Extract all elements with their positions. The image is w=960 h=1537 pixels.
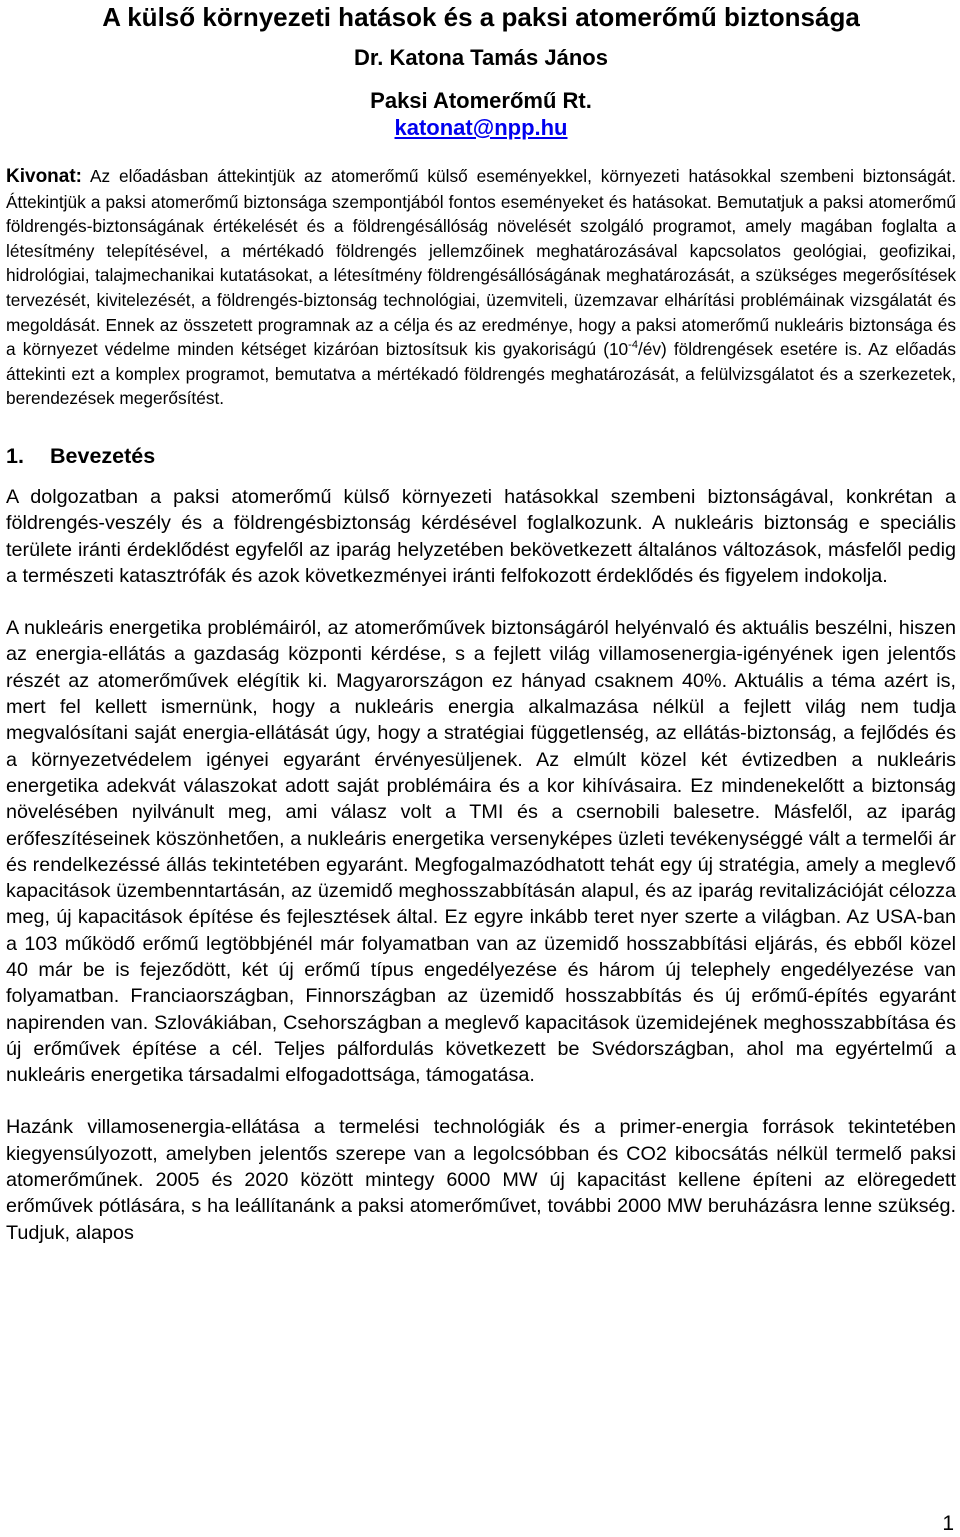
author-name: Dr. Katona Tamás János — [354, 45, 608, 70]
body-paragraph-3: Hazánk villamosenergia-ellátása a termelési technológiák és a primer-energia források tekintetében kiegyensúlyozott, amelyben jelentős szerepe van a legolcsóbban és CO2 kibocsátás nélkül termelő paksi atomerőműnek. 2005 és 2020 között mintegy 6000 MW új kapacitást kellene építeni az elöregedett erőművek pótlására, s ha leállítanánk a paksi atomerőművet, további 2000 MW beruházásra lenne szükség. Tudjuk, alapos — [6, 1116, 956, 1244]
email-link[interactable]: katonat@npp.hu — [394, 115, 568, 140]
abstract-label: Kivonat: — [6, 166, 82, 187]
section-title: Bevezetés — [50, 443, 156, 468]
body-paragraph-2: A nukleáris energetika problémáiról, az atomerőművek biztonságáról helyénvaló és aktuális beszélni, hiszen az energia-ellátás a gazdaság központi kérdése, s a fejlett világ villamosenergia-igényének igen jelentős részét az atomerőművek elégítik ki. Magyarországon ez hányad csaknem 40%. Aktuális a téma azért is, mert fel kellett ismernünk, hogy a nukleáris energia alkalmazása nélkül a fejlett világ nem tudja megvalósítani saját energia-ellátását úgy, hogy a stratégiai függetlenség, az ellátás-biztonság, a fejlődés és a környezetvédelem igényei egyaránt érvényesüljenek. Az elmúlt közel két évtizedben a nukleáris energetika adekvát válaszokat adott saját problémáira és a kor kihívásaira. Ez mindenekelőtt a biztonság növelésében nyilvánult meg, ami válasz volt a TMI és a csernobili balesetre. Másfelől, az iparág erőfeszítéseinek köszönhetően, a nukleáris energetika versenyképes üzleti tevékenységgé vált a termelői ár és rendelkezéssé állás tekintetében egyaránt. Megfogalmazódhatott tehát egy új stratégia, amely a meglevő kapacitások üzembenntartásán, az üzemidő meghosszabbításán alapul, és az iparág revitalizációját célozza meg, új kapacitások építése és fejlesztések által. Ez egyre inkább teret nyer szerte a világban. Az USA-ban a 103 működő erőmű legtöbbjénél már folyamatban van az üzemidő hosszabbítási eljárás, és ebből közel 40 már be is fejeződött, két új erőmű típus engedélyezése és három új telephely engedélyezése van folyamatban. Franciaországban, Finnországban az üzemidő hosszabbítás és új erőmű-építés egyaránt napirenden van. Szlovákiában, Csehországban a meglevő kapacitások üzemidejének meghosszabbítása és új erőművek építése a cél. Teljes pálfordulás következett be Svédországban, ahol ma egyértelmű a nukleáris energetika társadalmi elfogadottsága, támogatása. — [6, 617, 956, 1087]
abstract-paragraph — [6, 164, 956, 411]
section-heading — [6, 442, 956, 470]
abstract-text-2: /év) földrengések esetére is. Az előadás áttekinti ezt a komplex programot, bemutatva a mértékadó földrengés meghatározását, a felülvizsgálatot és a szerkezetek, berendezések megerősítést. — [6, 339, 956, 409]
section-number: 1. — [6, 443, 24, 468]
body-paragraph-1: A dolgozatban a paksi atomerőmű külső környezeti hatásokkal szembeni biztonságával, konkrétan a földrengés-veszély és a földrengésbiztonság kérdésével foglalkozunk. A nukleáris biztonság e speciális területe iránti érdeklődést egyfelől az iparág helyzetében bekövetkezett általános változások, másfelől pedig a természeti katasztrófák és azok következményei iránti felfokozott érdeklődés és figyelem indokolja. — [6, 485, 956, 587]
abstract-text-1: Az előadásban áttekintjük az atomerőmű külső eseményekkel, környezeti hatásokkal szembeni biztonságát. Áttekintjük a paksi atomerőmű biztonsága szempontjából fontos eseményeket és hatásokat. Bemutatjuk a paksi atomerőmű földrengés-biztonságának értékelését és a földrengésállóság növelését szolgáló programot, amely magában foglalta a létesítmény telepítésével, a mértékadó földrengés jellemzőinek meghatározásával kapcsolatos geológiai, geofizikai, hidrológiai, talajmechanikai kutatásokat, a létesítmény földrengésállóságának meghatározását, a szükséges megerősítések tervezését, kivitelezését, a földrengés-biztonság technológiai, üzemviteli, üzemzavar elhárítási problémáinak vizsgálatát és megoldását. Ennek az összetett programnak az a célja és az eredménye, hogy a paksi atomerőmű nukleáris biztonsága és a környezet védelme minden kétséget kizáróan biztosítsuk kis gyakoriságú (10 — [6, 166, 956, 360]
page-title: A külső környezeti hatások és a paksi atomerőmű biztonsága — [102, 2, 860, 32]
document-page — [6, 0, 956, 1246]
email-row — [6, 114, 956, 141]
company-name: Paksi Atomerőmű Rt. — [370, 88, 592, 113]
page-number: 1 — [942, 1512, 954, 1535]
abstract-exponent: -4 — [628, 339, 638, 352]
